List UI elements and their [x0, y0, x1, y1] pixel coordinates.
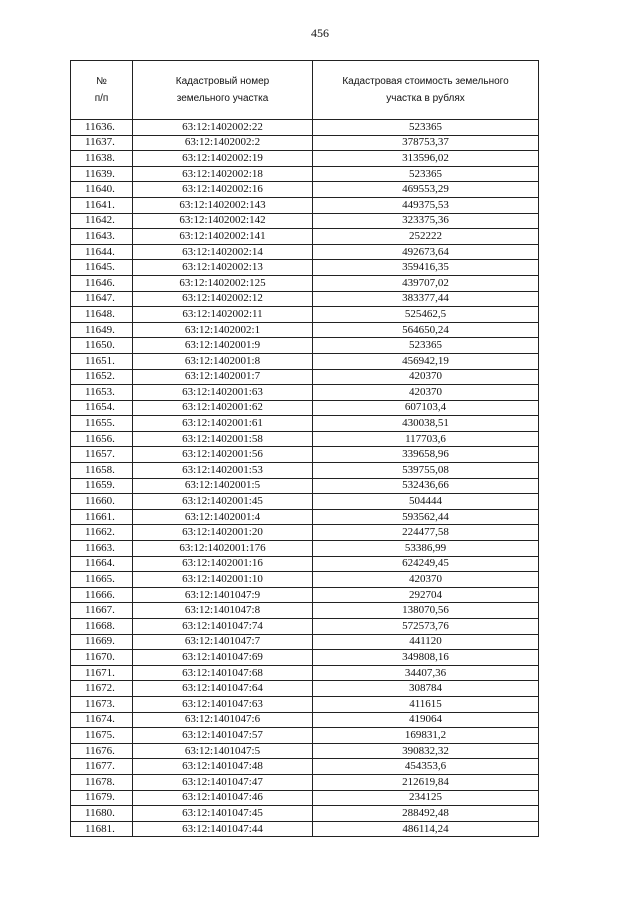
cadastral-number-cell: 63:12:1401047:44 — [133, 821, 313, 837]
cadastral-number-cell: 63:12:1401047:64 — [133, 681, 313, 697]
cadastral-number-cell: 63:12:1402001:10 — [133, 572, 313, 588]
row-number-cell: 11656. — [71, 431, 133, 447]
row-number-cell: 11652. — [71, 369, 133, 385]
cadastral-number-cell: 63:12:1402001:9 — [133, 338, 313, 354]
cadastral-value-cell: 323375,36 — [313, 213, 539, 229]
cadastral-value-cell: 454353,6 — [313, 759, 539, 775]
table-row — [71, 166, 539, 182]
cadastral-value-cell: 430038,51 — [313, 416, 539, 432]
cadastral-number-cell: 63:12:1402001:63 — [133, 385, 313, 401]
cadastral-number-cell: 63:12:1402002:14 — [133, 244, 313, 260]
row-number-cell: 11648. — [71, 307, 133, 323]
cadastral-value-cell: 288492,48 — [313, 806, 539, 822]
cadastral-value-cell: 383377,44 — [313, 291, 539, 307]
cadastral-number-cell: 63:12:1402002:16 — [133, 182, 313, 198]
cadastral-number-cell: 63:12:1401047:45 — [133, 806, 313, 822]
cadastral-number-cell: 63:12:1402001:56 — [133, 447, 313, 463]
row-number-cell: 11664. — [71, 556, 133, 572]
table-body — [71, 120, 539, 837]
header-cadastral-value — [313, 61, 539, 120]
cadastral-value-cell: 411615 — [313, 696, 539, 712]
cadastral-value-cell: 212619,84 — [313, 774, 539, 790]
row-number-cell: 11654. — [71, 400, 133, 416]
cadastral-number-cell: 63:12:1402001:58 — [133, 431, 313, 447]
table-row — [71, 322, 539, 338]
table-row — [71, 197, 539, 213]
cadastral-number-cell: 63:12:1401047:48 — [133, 759, 313, 775]
cadastral-number-cell: 63:12:1401047:68 — [133, 665, 313, 681]
cadastral-value-cell: 138070,56 — [313, 603, 539, 619]
cadastral-number-cell: 63:12:1402001:20 — [133, 525, 313, 541]
cadastral-number-cell: 63:12:1402001:4 — [133, 509, 313, 525]
table-row — [71, 431, 539, 447]
cadastral-value-cell: 420370 — [313, 572, 539, 588]
row-number-cell: 11660. — [71, 494, 133, 510]
table-row — [71, 619, 539, 635]
cadastral-value-cell: 292704 — [313, 587, 539, 603]
cadastral-value-cell: 53386,99 — [313, 541, 539, 557]
table-row — [71, 572, 539, 588]
cadastral-value-cell: 539755,08 — [313, 463, 539, 479]
cadastral-number-cell: 63:12:1402001:5 — [133, 478, 313, 494]
table-row — [71, 275, 539, 291]
table-row — [71, 665, 539, 681]
cadastral-value-cell: 419064 — [313, 712, 539, 728]
cadastral-number-cell: 63:12:1402002:141 — [133, 229, 313, 245]
table-row — [71, 634, 539, 650]
row-number-cell: 11644. — [71, 244, 133, 260]
header-number-label: № п/п — [94, 76, 109, 104]
row-number-cell: 11679. — [71, 790, 133, 806]
cadastral-value-cell: 504444 — [313, 494, 539, 510]
table-row — [71, 338, 539, 354]
cadastral-value-cell: 441120 — [313, 634, 539, 650]
cadastral-value-cell: 449375,53 — [313, 197, 539, 213]
cadastral-value-cell: 607103,4 — [313, 400, 539, 416]
cadastral-number-cell: 63:12:1402002:11 — [133, 307, 313, 323]
cadastral-value-cell: 234125 — [313, 790, 539, 806]
table-row — [71, 151, 539, 167]
table-row — [71, 353, 539, 369]
cadastral-number-cell: 63:12:1402001:53 — [133, 463, 313, 479]
cadastral-number-cell: 63:12:1402002:18 — [133, 166, 313, 182]
row-number-cell: 11676. — [71, 743, 133, 759]
cadastral-value-cell: 359416,35 — [313, 260, 539, 276]
row-number-cell: 11645. — [71, 260, 133, 276]
cadastral-value-cell: 492673,64 — [313, 244, 539, 260]
table-row — [71, 182, 539, 198]
table-row — [71, 478, 539, 494]
row-number-cell: 11643. — [71, 229, 133, 245]
table-row — [71, 728, 539, 744]
cadastral-value-cell: 624249,45 — [313, 556, 539, 572]
cadastral-number-cell: 63:12:1402001:61 — [133, 416, 313, 432]
row-number-cell: 11638. — [71, 151, 133, 167]
cadastral-number-cell: 63:12:1401047:6 — [133, 712, 313, 728]
table-row — [71, 759, 539, 775]
header-cadastral-number — [133, 61, 313, 120]
row-number-cell: 11680. — [71, 806, 133, 822]
cadastral-value-cell: 420370 — [313, 385, 539, 401]
cadastral-number-cell: 63:12:1402002:19 — [133, 151, 313, 167]
row-number-cell: 11650. — [71, 338, 133, 354]
table-row — [71, 603, 539, 619]
table-row — [71, 806, 539, 822]
row-number-cell: 11675. — [71, 728, 133, 744]
cadastral-value-table — [70, 60, 539, 837]
header-cadastral-value-label: Кадастровая стоимость земельного участка в рублях — [342, 76, 509, 104]
row-number-cell: 11658. — [71, 463, 133, 479]
cadastral-number-cell: 63:12:1401047:7 — [133, 634, 313, 650]
cadastral-value-cell: 456942,19 — [313, 353, 539, 369]
row-number-cell: 11661. — [71, 509, 133, 525]
header-number — [71, 61, 133, 120]
row-number-cell: 11667. — [71, 603, 133, 619]
cadastral-number-cell: 63:12:1402002:143 — [133, 197, 313, 213]
cadastral-number-cell: 63:12:1402002:13 — [133, 260, 313, 276]
table-row — [71, 120, 539, 136]
cadastral-number-cell: 63:12:1402001:62 — [133, 400, 313, 416]
cadastral-number-cell: 63:12:1401047:63 — [133, 696, 313, 712]
header-cadastral-number-label: Кадастровый номер земельного участка — [175, 76, 270, 104]
cadastral-number-cell: 63:12:1402002:2 — [133, 135, 313, 151]
cadastral-number-cell: 63:12:1402001:7 — [133, 369, 313, 385]
cadastral-value-cell: 308784 — [313, 681, 539, 697]
row-number-cell: 11640. — [71, 182, 133, 198]
table-row — [71, 743, 539, 759]
table-row — [71, 587, 539, 603]
table-row — [71, 509, 539, 525]
cadastral-value-cell: 525462,5 — [313, 307, 539, 323]
row-number-cell: 11659. — [71, 478, 133, 494]
row-number-cell: 11670. — [71, 650, 133, 666]
table-row — [71, 681, 539, 697]
row-number-cell: 11663. — [71, 541, 133, 557]
table-row — [71, 307, 539, 323]
row-number-cell: 11669. — [71, 634, 133, 650]
cadastral-number-cell: 63:12:1402002:142 — [133, 213, 313, 229]
table-row — [71, 244, 539, 260]
cadastral-value-cell: 469553,29 — [313, 182, 539, 198]
cadastral-number-cell: 63:12:1401047:8 — [133, 603, 313, 619]
cadastral-number-cell: 63:12:1401047:69 — [133, 650, 313, 666]
row-number-cell: 11668. — [71, 619, 133, 635]
table-row — [71, 712, 539, 728]
cadastral-number-cell: 63:12:1402001:176 — [133, 541, 313, 557]
row-number-cell: 11678. — [71, 774, 133, 790]
row-number-cell: 11637. — [71, 135, 133, 151]
table-row — [71, 213, 539, 229]
row-number-cell: 11655. — [71, 416, 133, 432]
row-number-cell: 11666. — [71, 587, 133, 603]
cadastral-value-cell: 420370 — [313, 369, 539, 385]
cadastral-number-cell: 63:12:1402002:12 — [133, 291, 313, 307]
table-row — [71, 525, 539, 541]
cadastral-value-cell: 523365 — [313, 166, 539, 182]
cadastral-number-cell: 63:12:1402002:125 — [133, 275, 313, 291]
row-number-cell: 11636. — [71, 120, 133, 136]
cadastral-number-cell: 63:12:1401047:57 — [133, 728, 313, 744]
row-number-cell: 11657. — [71, 447, 133, 463]
cadastral-number-cell: 63:12:1401047:9 — [133, 587, 313, 603]
table-row — [71, 821, 539, 837]
table-row — [71, 790, 539, 806]
cadastral-number-cell: 63:12:1402001:45 — [133, 494, 313, 510]
table-row — [71, 229, 539, 245]
row-number-cell: 11647. — [71, 291, 133, 307]
page-number: 456 — [311, 26, 329, 40]
row-number-cell: 11677. — [71, 759, 133, 775]
cadastral-value-cell: 523365 — [313, 120, 539, 136]
row-number-cell: 11639. — [71, 166, 133, 182]
table-row — [71, 541, 539, 557]
table-row — [71, 400, 539, 416]
row-number-cell: 11674. — [71, 712, 133, 728]
cadastral-number-cell: 63:12:1402002:1 — [133, 322, 313, 338]
cadastral-value-cell: 564650,24 — [313, 322, 539, 338]
table-row — [71, 291, 539, 307]
cadastral-value-cell: 572573,76 — [313, 619, 539, 635]
row-number-cell: 11671. — [71, 665, 133, 681]
table-row — [71, 385, 539, 401]
row-number-cell: 11665. — [71, 572, 133, 588]
cadastral-value-cell: 34407,36 — [313, 665, 539, 681]
header-row — [71, 61, 539, 120]
row-number-cell: 11673. — [71, 696, 133, 712]
cadastral-value-cell: 523365 — [313, 338, 539, 354]
row-number-cell: 11646. — [71, 275, 133, 291]
cadastral-value-cell: 349808,16 — [313, 650, 539, 666]
cadastral-value-cell: 593562,44 — [313, 509, 539, 525]
table-row — [71, 556, 539, 572]
row-number-cell: 11641. — [71, 197, 133, 213]
cadastral-number-cell: 63:12:1402001:16 — [133, 556, 313, 572]
row-number-cell: 11651. — [71, 353, 133, 369]
cadastral-value-cell: 117703,6 — [313, 431, 539, 447]
cadastral-value-cell: 169831,2 — [313, 728, 539, 744]
cadastral-value-cell: 224477,58 — [313, 525, 539, 541]
cadastral-value-cell: 313596,02 — [313, 151, 539, 167]
cadastral-value-cell: 439707,02 — [313, 275, 539, 291]
table-row — [71, 774, 539, 790]
cadastral-number-cell: 63:12:1402002:22 — [133, 120, 313, 136]
cadastral-value-cell: 378753,37 — [313, 135, 539, 151]
table-row — [71, 650, 539, 666]
table-row — [71, 369, 539, 385]
table-row — [71, 260, 539, 276]
table-header — [71, 61, 539, 120]
table-row — [71, 696, 539, 712]
table-row — [71, 463, 539, 479]
cadastral-number-cell: 63:12:1401047:46 — [133, 790, 313, 806]
cadastral-number-cell: 63:12:1401047:47 — [133, 774, 313, 790]
table-row — [71, 494, 539, 510]
row-number-cell: 11642. — [71, 213, 133, 229]
row-number-cell: 11662. — [71, 525, 133, 541]
row-number-cell: 11653. — [71, 385, 133, 401]
cadastral-number-cell: 63:12:1401047:74 — [133, 619, 313, 635]
cadastral-number-cell: 63:12:1401047:5 — [133, 743, 313, 759]
cadastral-number-cell: 63:12:1402001:8 — [133, 353, 313, 369]
table-row — [71, 416, 539, 432]
cadastral-value-cell: 532436,66 — [313, 478, 539, 494]
cadastral-value-cell: 486114,24 — [313, 821, 539, 837]
cadastral-value-cell: 390832,32 — [313, 743, 539, 759]
cadastral-value-cell: 339658,96 — [313, 447, 539, 463]
table-row — [71, 135, 539, 151]
row-number-cell: 11672. — [71, 681, 133, 697]
row-number-cell: 11681. — [71, 821, 133, 837]
row-number-cell: 11649. — [71, 322, 133, 338]
cadastral-value-cell: 252222 — [313, 229, 539, 245]
table-row — [71, 447, 539, 463]
